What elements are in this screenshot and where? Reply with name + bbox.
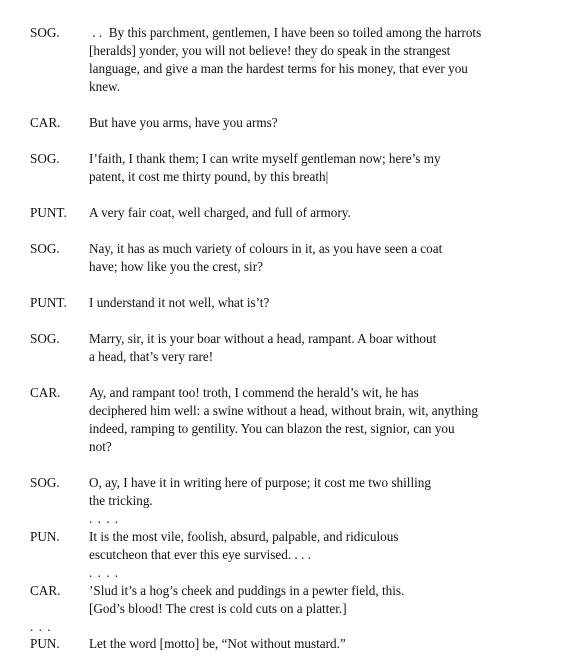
speech-line: the tricking.	[89, 493, 153, 508]
ellipsis-marker: . . . .	[89, 511, 120, 526]
speech-text	[89, 635, 554, 653]
speaker-label: PUNT.	[30, 205, 67, 220]
speech-text	[89, 294, 554, 312]
speech-text	[89, 474, 554, 510]
speech-text	[89, 384, 554, 456]
speech-text	[89, 204, 554, 222]
speech-line: have; how like you the crest, sir?	[89, 259, 263, 274]
speech-line: knew.	[89, 79, 121, 94]
speech-line: [heralds] yonder, you will not believe! they do speak in the strangest	[89, 43, 451, 58]
speech-line: [God’s blood! The crest is cold cuts on a platter.]	[89, 601, 347, 616]
speech-line: It is the most vile, foolish, absurd, palpable, and ridiculous	[89, 529, 399, 544]
speaker-label: SOG.	[30, 241, 60, 256]
speaker-label: SOG.	[30, 25, 60, 40]
speaker-label: CAR.	[30, 115, 61, 130]
speaker-label: PUN.	[30, 636, 60, 651]
speech-line: Marry, sir, it is your boar without a head, rampant. A boar without	[89, 331, 437, 346]
speech-line: I understand it not well, what is’t?	[89, 295, 270, 310]
ellipsis-marker: . . . .	[89, 565, 120, 580]
speaker-label: SOG.	[30, 331, 60, 346]
speech-line: escutcheon that ever this eye survised. . . .	[89, 547, 311, 562]
speech-text	[89, 330, 554, 366]
speech-line: Let the word [motto] be, “Not without mustard.”	[89, 636, 346, 651]
speech-line: Ay, and rampant too! troth, I commend the herald’s wit, he has	[89, 385, 419, 400]
speaker-label: CAR.	[30, 583, 61, 598]
speech-line: patent, it cost me thirty pound, by this breath|	[89, 169, 329, 184]
speech-line: Nay, it has as much variety of colours in it, as you have seen a coat	[89, 241, 443, 256]
speaker-label: CAR.	[30, 385, 61, 400]
speech-text	[89, 582, 554, 618]
speech-text	[89, 528, 554, 564]
speaker-label: SOG.	[30, 475, 60, 490]
speech-line: But have you arms, have you arms?	[89, 115, 278, 130]
speech-line: I’faith, I thank them; I can write myself gentleman now; here’s my	[89, 151, 441, 166]
speaker-label: PUNT.	[30, 295, 67, 310]
speech-line: a head, that’s very rare!	[89, 349, 214, 364]
speech-line: ’Slud it’s a hog’s cheek and puddings in a pewter field, this.	[89, 583, 405, 598]
speech-line: indeed, ramping to gentility. You can blazon the rest, signior, can you	[89, 421, 455, 436]
ellipsis-marker: . . .	[30, 619, 52, 634]
speech-text	[89, 24, 554, 96]
speech-line: not?	[89, 439, 112, 454]
speech-text	[89, 150, 554, 186]
speech-text	[89, 240, 554, 276]
speech-line: A very fair coat, well charged, and full of armory.	[89, 205, 351, 220]
speech-text	[89, 114, 554, 132]
speech-line: deciphered him well: a swine without a head, without brain, wit, anything	[89, 403, 478, 418]
speaker-label: SOG.	[30, 151, 60, 166]
speech-line: . . By this parchment, gentlemen, I have been so toiled among the harrots	[89, 25, 482, 40]
speech-line: O, ay, I have it in writing here of purpose; it cost me two shilling	[89, 475, 431, 490]
speech-line: language, and give a man the hardest terms for his money, that ever you	[89, 61, 468, 76]
speaker-label: PUN.	[30, 529, 60, 544]
